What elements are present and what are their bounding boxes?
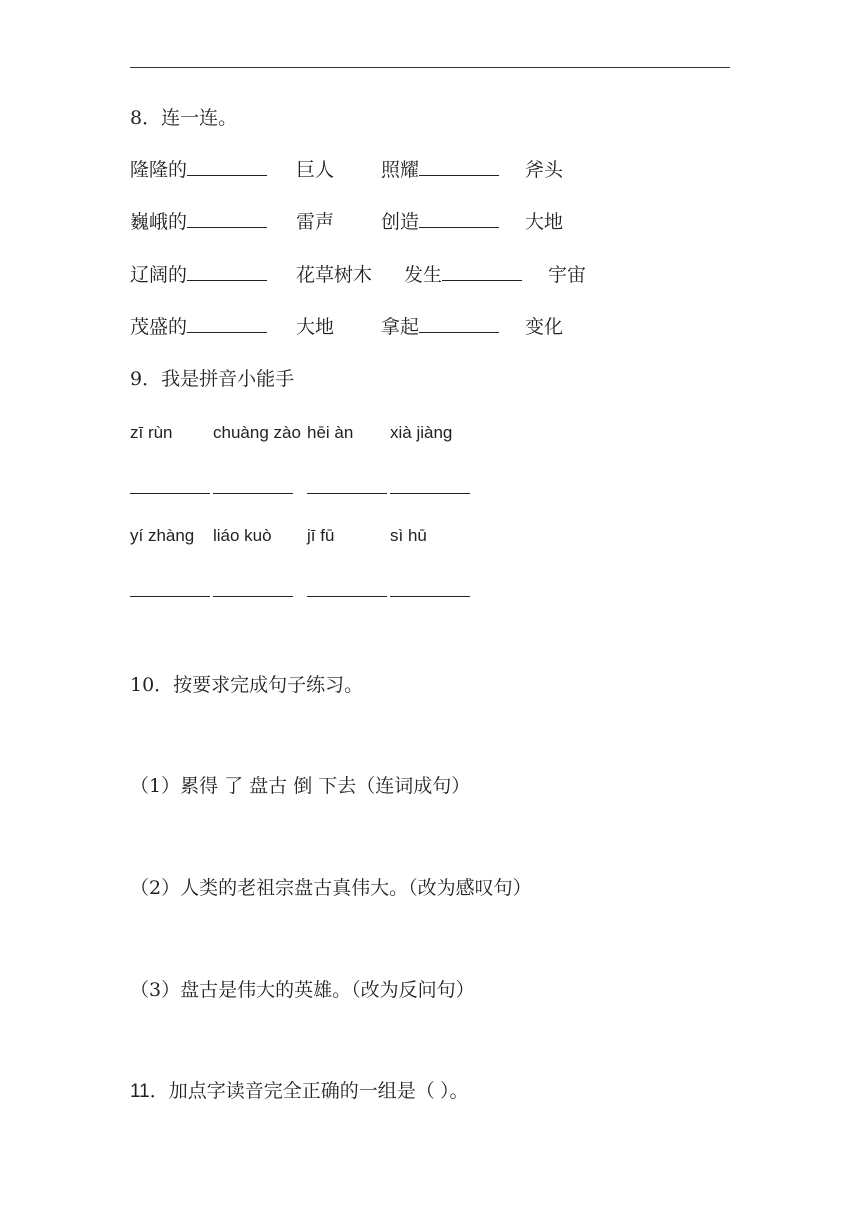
q8-left2-term: 创造 — [381, 211, 420, 233]
q11-title: 11．加点字读音完全正确的一组是（ ）。 — [130, 1081, 469, 1102]
answer-line[interactable] — [130, 493, 210, 494]
q8-title: 8．连一连。 — [130, 107, 238, 129]
q8-blank[interactable] — [442, 263, 522, 281]
pinyin-item: xià jiàng — [390, 423, 453, 442]
q8-mid-term: 大地 — [296, 316, 335, 338]
answer-line[interactable] — [213, 493, 293, 494]
q8-left2-term: 发生 — [404, 264, 443, 286]
q10-item-1: （1）累得 了 盘古 倒 下去（连词成句） — [130, 775, 471, 797]
q8-mid-term: 雷声 — [296, 211, 335, 233]
header-rule — [130, 67, 730, 68]
q8-mid-term: 巨人 — [296, 159, 335, 181]
q9-title: 9．我是拼音小能手 — [130, 368, 295, 390]
q8-left-term: 茂盛的 — [130, 316, 188, 338]
q10-title: 10．按要求完成句子练习。 — [130, 674, 364, 696]
q8-right-term: 变化 — [525, 316, 564, 338]
q8-left2-term: 拿起 — [381, 316, 420, 338]
pinyin-item: zī rùn — [130, 423, 173, 442]
answer-line[interactable] — [307, 596, 387, 597]
q8-left2-term: 照耀 — [381, 159, 420, 181]
q8-blank[interactable] — [187, 158, 267, 176]
pinyin-item: liáo kuò — [213, 526, 272, 545]
q8-blank[interactable] — [187, 210, 267, 228]
answer-line[interactable] — [213, 596, 293, 597]
pinyin-item: sì hū — [390, 526, 427, 545]
pinyin-item: yí zhàng — [130, 526, 195, 545]
answer-line[interactable] — [390, 493, 470, 494]
q8-blank[interactable] — [419, 315, 499, 333]
pinyin-item: jī fū — [307, 526, 335, 545]
q8-blank[interactable] — [187, 315, 267, 333]
q8-right-term: 斧头 — [525, 159, 564, 181]
q8-mid-term: 花草树木 — [296, 264, 373, 286]
q8-blank[interactable] — [187, 263, 267, 281]
pinyin-item: hēi àn — [307, 423, 354, 442]
answer-line[interactable] — [390, 596, 470, 597]
q10-item-3: （3）盘古是伟大的英雄。（改为反问句） — [130, 979, 475, 1001]
q8-right-term: 大地 — [525, 211, 564, 233]
q8-right-term: 宇宙 — [548, 264, 587, 286]
q8-left-term: 辽阔的 — [130, 264, 188, 286]
answer-line[interactable] — [130, 596, 210, 597]
q8-blank[interactable] — [419, 158, 499, 176]
q8-left-term: 巍峨的 — [130, 211, 188, 233]
q10-item-2: （2）人类的老祖宗盘古真伟大。（改为感叹句） — [130, 877, 532, 899]
q8-left-term: 隆隆的 — [130, 159, 188, 181]
answer-line[interactable] — [307, 493, 387, 494]
pinyin-item: chuàng zào — [213, 423, 301, 442]
q8-blank[interactable] — [419, 210, 499, 228]
